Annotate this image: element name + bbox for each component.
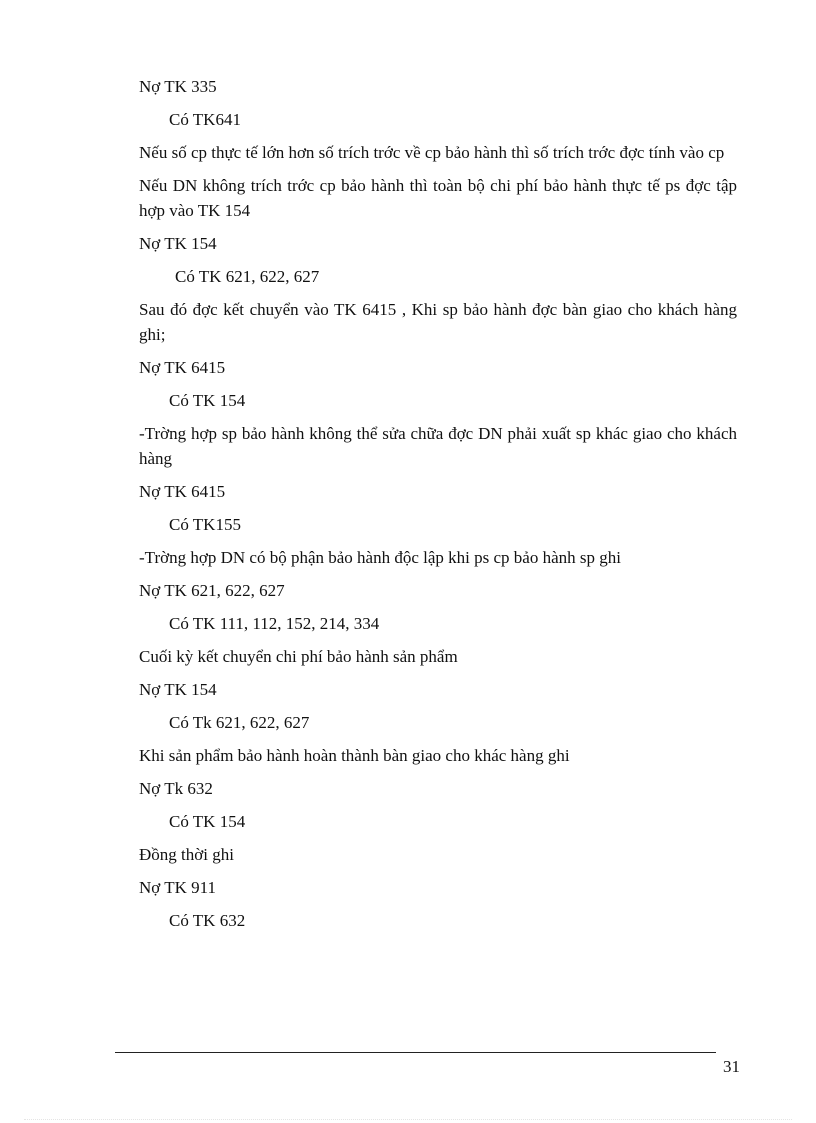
debit-entry: Nợ TK 621, 622, 627 (139, 581, 285, 600)
paragraph: Nếu số cp thực tế lớn hơn số trích trớc về cp bảo hành thì số trích trớc đợc tính vào cp (139, 143, 725, 162)
credit-entry: Có TK 621, 622, 627 (175, 267, 320, 286)
debit-entry: Nợ TK 154 (139, 234, 217, 253)
credit-entry: Có Tk 621, 622, 627 (169, 713, 310, 732)
debit-entry: Nợ TK 911 (139, 878, 216, 897)
debit-entry: Nợ TK 6415 (139, 482, 226, 501)
paragraph: -Trờng hợp sp bảo hành không thể sửa chữa đợc DN phải xuất sp khác giao cho khách hàng (139, 424, 737, 468)
credit-entry: Có TK155 (169, 515, 241, 534)
page-body (139, 74, 739, 933)
paragraph: Nếu DN không trích trớc cp bảo hành thì toàn bộ chi phí bảo hành thực tế ps đợc tập hợp vào TK 154 (139, 176, 737, 220)
page-bottom-divider (24, 1119, 792, 1120)
credit-entry: Có TK 111, 112, 152, 214, 334 (169, 614, 380, 633)
credit-entry: Có TK 632 (169, 911, 246, 930)
paragraph: Đồng thời ghi (139, 845, 234, 864)
credit-entry: Có TK641 (169, 110, 241, 129)
credit-entry: Có TK 154 (169, 812, 246, 831)
paragraph: -Trờng hợp DN có bộ phận bảo hành độc lập khi ps cp bảo hành sp ghi (139, 548, 621, 567)
debit-entry: Nợ Tk 632 (139, 779, 213, 798)
paragraph: Khi sản phẩm bảo hành hoàn thành bàn giao cho khác hàng ghi (139, 746, 570, 765)
footer-rule (115, 1052, 716, 1053)
paragraph: Cuối kỳ kết chuyển chi phí bảo hành sản phẩm (139, 647, 458, 666)
paragraph: Sau đó đợc kết chuyển vào TK 6415 , Khi sp bảo hành đợc bàn giao cho khách hàng ghi; (139, 300, 737, 344)
debit-entry: Nợ TK 6415 (139, 358, 226, 377)
debit-entry: Nợ TK 335 (139, 77, 217, 96)
credit-entry: Có TK 154 (169, 391, 246, 410)
debit-entry: Nợ TK 154 (139, 680, 217, 699)
page-number: 31 (723, 1057, 740, 1076)
